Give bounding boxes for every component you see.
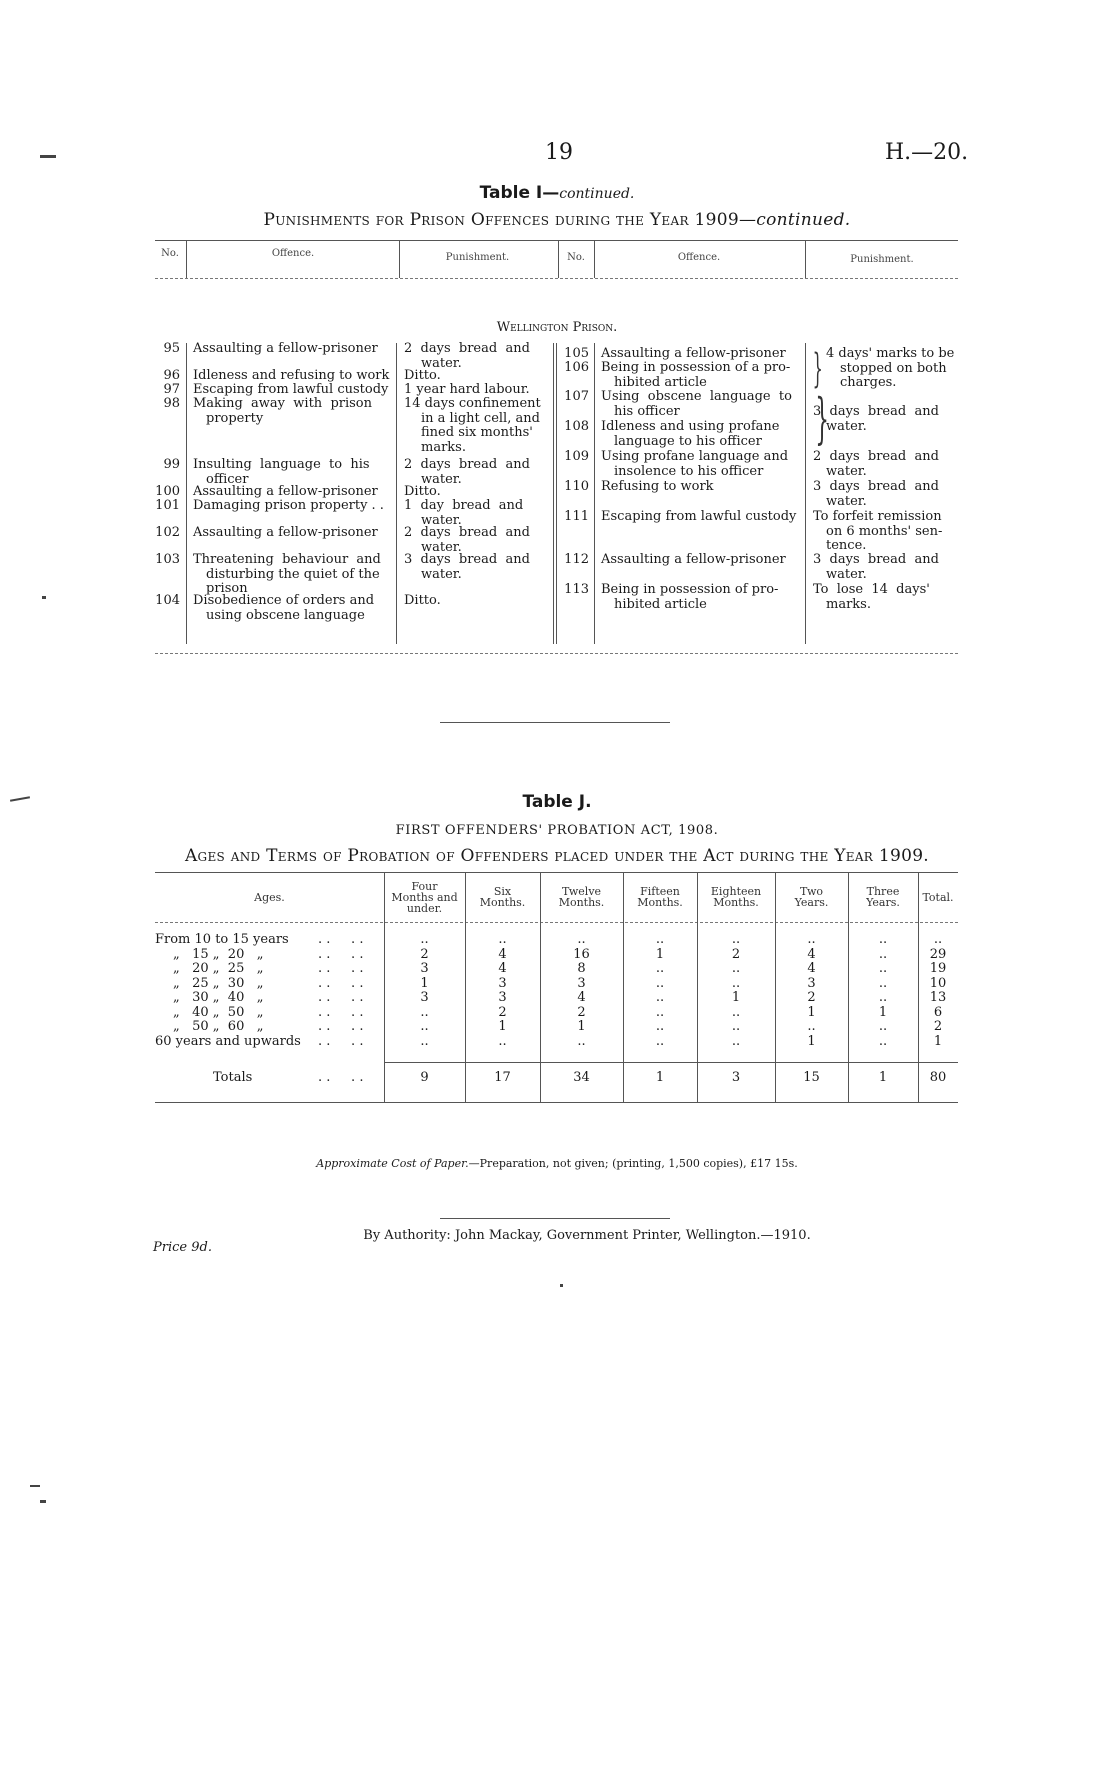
table-row-no: 109	[564, 449, 589, 464]
table-row-offence: hibited article	[614, 374, 707, 390]
table-row-punishment: stopped on both	[840, 360, 947, 376]
table-row-punishment: 1 year hard labour.	[404, 382, 530, 397]
table-i-title-italic: continued.	[559, 186, 635, 202]
table-j-cell: ..	[420, 1019, 429, 1034]
table-row-punishment: 3 days bread and	[813, 552, 939, 567]
table-j-cell: ..	[731, 1033, 741, 1049]
col-rule	[594, 343, 595, 644]
table-j-cell: ..	[731, 932, 741, 947]
table-j-header: Years.	[794, 896, 829, 909]
table-i-subtitle	[0, 210, 1114, 230]
table-j-cell: ..	[933, 932, 943, 947]
table-row-punishment: water.	[826, 418, 867, 434]
table-row-offence: Assaulting a fellow-prisoner	[193, 341, 378, 356]
table-j-cell: 3	[498, 990, 507, 1005]
table-j-cell: 1	[878, 1004, 888, 1020]
totals-cell: 17	[494, 1070, 511, 1085]
table-j-cell: 4	[577, 990, 586, 1005]
table-j-age: „ 15 „ 20 „	[173, 946, 264, 962]
table-row-offence: Damaging prison property . .	[193, 498, 384, 513]
table-j-cell: 2	[420, 946, 429, 962]
table-row-offence: insolence to his officer	[614, 463, 764, 479]
table-j-header: Ages.	[254, 890, 285, 904]
table-row-offence: Assaulting a fellow-prisoner	[601, 552, 786, 567]
table-j-cell: 1	[933, 1033, 943, 1049]
table-j-cell: 3	[807, 975, 816, 991]
page-number: 19	[545, 140, 573, 165]
table-row-no: 100	[155, 484, 180, 499]
table-i-header-no-right: No.	[567, 252, 585, 263]
table-j-cell: 10	[929, 975, 947, 991]
table-row-offence: his officer	[614, 403, 680, 419]
table-j-cell: ..	[878, 1019, 888, 1034]
table-row-no: 101	[155, 498, 180, 513]
table-row-offence: Escaping from lawful custody	[601, 509, 797, 524]
table-j-cell: ..	[655, 1019, 665, 1034]
table-j-cell: ..	[498, 1033, 507, 1049]
table-j-header: Months.	[479, 896, 526, 909]
table-i-bottom-rule	[155, 653, 958, 654]
table-row-punishment: on 6 months' sen-	[826, 523, 943, 539]
table-j-header: Total.	[922, 890, 954, 904]
table-row-punishment: 3 days bread and	[813, 479, 939, 494]
header-divider	[594, 240, 595, 278]
table-j-header: Four	[411, 879, 438, 893]
table-j-cell: ..	[655, 1033, 665, 1049]
table-j-cell: 1	[655, 946, 665, 962]
document-code: H.—20.	[885, 140, 969, 165]
table-j-cell: 1	[807, 1004, 816, 1020]
table-j-cell: 4	[498, 961, 507, 976]
scan-mark	[42, 596, 46, 599]
table-j-cell: 29	[929, 946, 947, 962]
table-row-punishment: 1 day bread and	[404, 498, 524, 513]
table-row-punishment: water.	[421, 512, 462, 528]
table-i-header-rule	[155, 278, 958, 279]
table-j-cell: 1	[807, 1033, 816, 1049]
table-j-age: „ 50 „ 60 „	[173, 1019, 264, 1034]
totals-cell: 15	[803, 1070, 820, 1085]
table-row-punishment: water.	[421, 355, 462, 371]
table-j-cell: 2	[807, 990, 816, 1005]
table-j-cell: 1	[731, 990, 741, 1005]
cost-label: Approximate Cost of Paper.	[316, 1157, 469, 1170]
header-divider	[186, 240, 187, 278]
leader-dots: . . . .	[318, 975, 364, 991]
table-row-punishment: 2 days bread and	[404, 457, 530, 472]
table-row-punishment: marks.	[421, 439, 466, 455]
table-j-cell: ..	[655, 975, 665, 991]
table-j-header: Months and	[391, 890, 458, 904]
leader-dots: . . . .	[318, 961, 364, 976]
table-j-header: Eighteen	[710, 885, 762, 898]
table-j-cell: ..	[807, 932, 816, 947]
table-row-punishment: water.	[826, 566, 867, 582]
table-j-cell: ..	[807, 1019, 816, 1034]
table-row-offence: Escaping from lawful custody	[193, 382, 389, 397]
table-row-no: 112	[564, 552, 589, 567]
table-i-header-punishment-right: Punishment.	[850, 254, 914, 265]
col-rule	[396, 343, 397, 644]
table-row-punishment: Ditto.	[404, 368, 441, 383]
brace: }	[815, 387, 830, 450]
authority-line: By Authority: John Mackay, Government Printer, Wellington.—1910.	[363, 1228, 811, 1243]
table-row-punishment: 3 days bread and	[813, 404, 939, 419]
table-j-cell: 3	[577, 975, 586, 991]
table-j-header: Months.	[713, 896, 759, 909]
table-row-no: 99	[163, 457, 180, 472]
table-row-offence: officer	[206, 471, 249, 487]
scan-mark	[30, 1485, 40, 1487]
table-j-age: 60 years and upwards	[155, 1033, 301, 1049]
table-j-cell: 2	[577, 1004, 586, 1020]
table-j-cell: ..	[577, 932, 586, 947]
table-row-offence: Being in possession of pro-	[601, 582, 779, 597]
table-j-age: From 10 to 15 years	[155, 932, 289, 947]
table-j-bottom-rule	[155, 1102, 958, 1103]
table-row-punishment: water.	[421, 566, 462, 582]
table-row-punishment: water.	[421, 471, 462, 487]
table-row-offence: hibited article	[614, 596, 707, 612]
table-j-header: Months.	[558, 896, 605, 909]
table-row-offence: Making away with prison	[193, 396, 373, 411]
table-j-header: Three	[866, 885, 900, 898]
table-j-cell: ..	[878, 975, 888, 991]
cost-text: —Preparation, not given; (printing, 1,500 copies), £17 15s.	[468, 1157, 798, 1170]
table-i-top-rule	[155, 240, 958, 241]
table-j-cell: ..	[878, 990, 888, 1005]
table-row-offence: using obscene language	[206, 607, 365, 623]
table-row-punishment: 3 days bread and	[404, 552, 530, 567]
table-j-cell: 4	[807, 961, 816, 976]
table-row-punishment: in a light cell, and	[421, 410, 540, 426]
table-j-act: FIRST OFFENDERS' PROBATION ACT, 1908.	[395, 823, 719, 838]
totals-cell: 80	[929, 1070, 947, 1085]
table-j-cell: 2	[731, 946, 741, 962]
table-row-no: 95	[163, 341, 180, 356]
table-j-cell: ..	[731, 961, 741, 976]
table-i-subtitle-text: Punishments for Prison Offences during the Year 1909—	[263, 210, 757, 230]
table-row-punishment: water.	[421, 539, 462, 555]
table-j-cell: 4	[498, 946, 507, 962]
table-i-header-offence-right: Offence.	[677, 252, 721, 263]
scan-mark	[40, 155, 56, 158]
table-j-top-rule	[155, 872, 958, 873]
table-row-punishment: To forfeit remission	[813, 509, 942, 524]
table-row-punishment: water.	[826, 463, 867, 479]
table-j-header: Years.	[866, 896, 900, 909]
price: Price 9d.	[153, 1240, 212, 1255]
totals-cell: 1	[878, 1070, 888, 1085]
col-rule	[186, 343, 187, 644]
table-row-punishment: 2 days bread and	[404, 341, 530, 356]
table-row-offence: Assaulting a fellow-prisoner	[193, 484, 378, 499]
table-j-age: „ 25 „ 30 „	[173, 975, 264, 991]
leader-dots: . . . .	[318, 1033, 364, 1049]
table-row-offence: disturbing the quiet of the	[206, 566, 380, 582]
table-row-punishment: water.	[826, 493, 867, 509]
table-j-cell: ..	[878, 932, 888, 947]
table-j-header: Six	[493, 885, 512, 898]
table-j-cell: ..	[655, 961, 665, 976]
table-j-header: Fifteen	[640, 885, 680, 898]
footer-rule	[440, 1218, 670, 1219]
table-row-punishment: tence.	[826, 538, 867, 553]
totals-cell: 1	[655, 1070, 665, 1085]
table-row-no: 106	[564, 360, 589, 375]
table-j-cell: 1	[420, 975, 429, 991]
table-row-punishment: fined six months'	[421, 425, 533, 440]
table-j-cell: ..	[731, 1004, 741, 1020]
table-j-cell: 13	[929, 990, 947, 1005]
table-row-offence: Being in possession of a pro-	[601, 360, 791, 375]
table-row-punishment: Ditto.	[404, 484, 441, 499]
table-j-cell: 19	[929, 961, 947, 976]
table-j-cell: 8	[577, 961, 586, 976]
totals-cell: 3	[731, 1070, 741, 1085]
header-divider	[399, 240, 400, 278]
table-j-cell: ..	[878, 946, 888, 962]
brace: }	[812, 346, 823, 392]
table-j-cell: 4	[807, 946, 816, 962]
table-row-offence: language to his officer	[614, 433, 762, 449]
table-row-offence: Idleness and using profane	[601, 419, 780, 434]
table-j-header: Months.	[637, 896, 683, 909]
table-j-cell: 1	[577, 1019, 586, 1034]
table-row-offence: property	[206, 410, 264, 426]
table-j-cell: ..	[731, 975, 741, 991]
table-j-cell: ..	[878, 961, 888, 976]
table-row-no: 98	[163, 396, 180, 411]
table-j-age: „ 30 „ 40 „	[173, 990, 264, 1005]
table-row-punishment: 2 days bread and	[813, 449, 939, 464]
table-row-offence: Refusing to work	[601, 479, 714, 494]
table-j-cell: ..	[731, 1019, 741, 1034]
table-row-punishment: charges.	[840, 375, 897, 390]
table-j-cell: 3	[498, 975, 507, 991]
table-j-cell: ..	[420, 1004, 429, 1020]
table-row-no: 108	[564, 419, 589, 434]
table-j-cell: 3	[420, 990, 429, 1005]
scan-mark	[40, 1500, 46, 1503]
table-row-offence: Insulting language to his	[193, 457, 370, 472]
table-j-header-rule	[155, 922, 958, 923]
table-row-no: 107	[564, 389, 589, 404]
table-row-no: 102	[155, 525, 180, 540]
table-row-no: 105	[564, 346, 589, 361]
totals-rule	[384, 1062, 958, 1063]
table-row-no: 104	[155, 593, 180, 608]
table-row-punishment: To lose 14 days'	[813, 582, 930, 597]
leader-dots: . . . .	[318, 990, 364, 1005]
table-j-age: „ 40 „ 50 „	[173, 1004, 264, 1020]
table-i-title	[0, 183, 1114, 203]
table-i-header-offence-left: Offence.	[271, 248, 315, 259]
scan-mark	[560, 1284, 563, 1287]
table-j-cell: ..	[577, 1033, 586, 1049]
table-row-punishment: marks.	[826, 596, 871, 612]
table-j-subtitle: Ages and Terms of Probation of Offenders placed under the Act during the Year 1909.	[184, 846, 930, 866]
table-j-cell: ..	[878, 1033, 888, 1049]
table-row-punishment: 4 days' marks to be	[826, 346, 955, 361]
table-j-cell: ..	[420, 932, 429, 947]
table-row-no: 97	[163, 382, 180, 397]
table-j-cell: ..	[420, 1033, 429, 1049]
table-row-no: 113	[564, 582, 589, 597]
table-j-header: Two	[800, 885, 823, 898]
table-i-title-main: Table I—	[479, 183, 560, 203]
table-row-offence: prison	[206, 581, 248, 596]
table-j-cell: ..	[655, 990, 665, 1005]
header-divider	[805, 240, 806, 278]
table-j-title: Table J.	[522, 792, 592, 812]
section-heading: Wellington Prison.	[496, 320, 618, 335]
table-row-no: 111	[564, 509, 589, 524]
table-j-cell: 2	[933, 1019, 943, 1034]
cost-note	[0, 1157, 1114, 1170]
table-row-offence: Disobedience of orders and	[193, 593, 375, 608]
table-row-no: 103	[155, 552, 180, 567]
table-j-age: „ 20 „ 25 „	[173, 961, 264, 976]
table-i-subtitle-italic: continued.	[756, 210, 851, 230]
table-row-punishment: 14 days confinement	[404, 396, 541, 411]
table-row-offence: Assaulting a fellow-prisoner	[601, 346, 786, 361]
table-j-cell: ..	[498, 932, 507, 947]
leader-dots: . . . .	[318, 932, 364, 947]
leader-dots: . . . .	[318, 1019, 364, 1034]
separator-rule	[440, 722, 670, 723]
table-row-offence: Using obscene language to	[601, 389, 792, 404]
table-j-header: Twelve	[561, 885, 602, 898]
leader-dots: . . . .	[318, 946, 364, 962]
table-row-punishment: Ditto.	[404, 593, 441, 608]
table-j-cell: 16	[573, 946, 590, 962]
totals-label: Totals	[213, 1070, 253, 1085]
table-j-cell: ..	[655, 1004, 665, 1020]
table-j-header: under.	[406, 901, 443, 915]
totals-cell: 34	[573, 1070, 590, 1085]
leader-dots: . . . .	[318, 1070, 364, 1085]
table-row-no: 110	[564, 479, 589, 494]
table-row-no: 96	[163, 368, 180, 383]
header-divider	[558, 240, 559, 278]
table-j-cell: 3	[420, 961, 429, 976]
table-row-offence: Using profane language and	[601, 449, 789, 464]
table-row-offence: Assaulting a fellow-prisoner	[193, 525, 378, 540]
table-i-header-punishment-left: Punishment.	[445, 252, 510, 263]
table-j-cell: 1	[498, 1019, 507, 1034]
table-row-offence: Threatening behaviour and	[193, 552, 381, 567]
table-row-punishment: 2 days bread and	[404, 525, 530, 540]
table-row-offence: Idleness and refusing to work	[193, 368, 390, 383]
table-j-cell: ..	[655, 932, 665, 947]
table-j-cell: 2	[498, 1004, 507, 1020]
table-i-header-no-left: No.	[161, 248, 179, 259]
leader-dots: . . . .	[318, 1004, 364, 1020]
table-j-cell: 6	[933, 1004, 943, 1020]
totals-cell: 9	[420, 1070, 429, 1085]
